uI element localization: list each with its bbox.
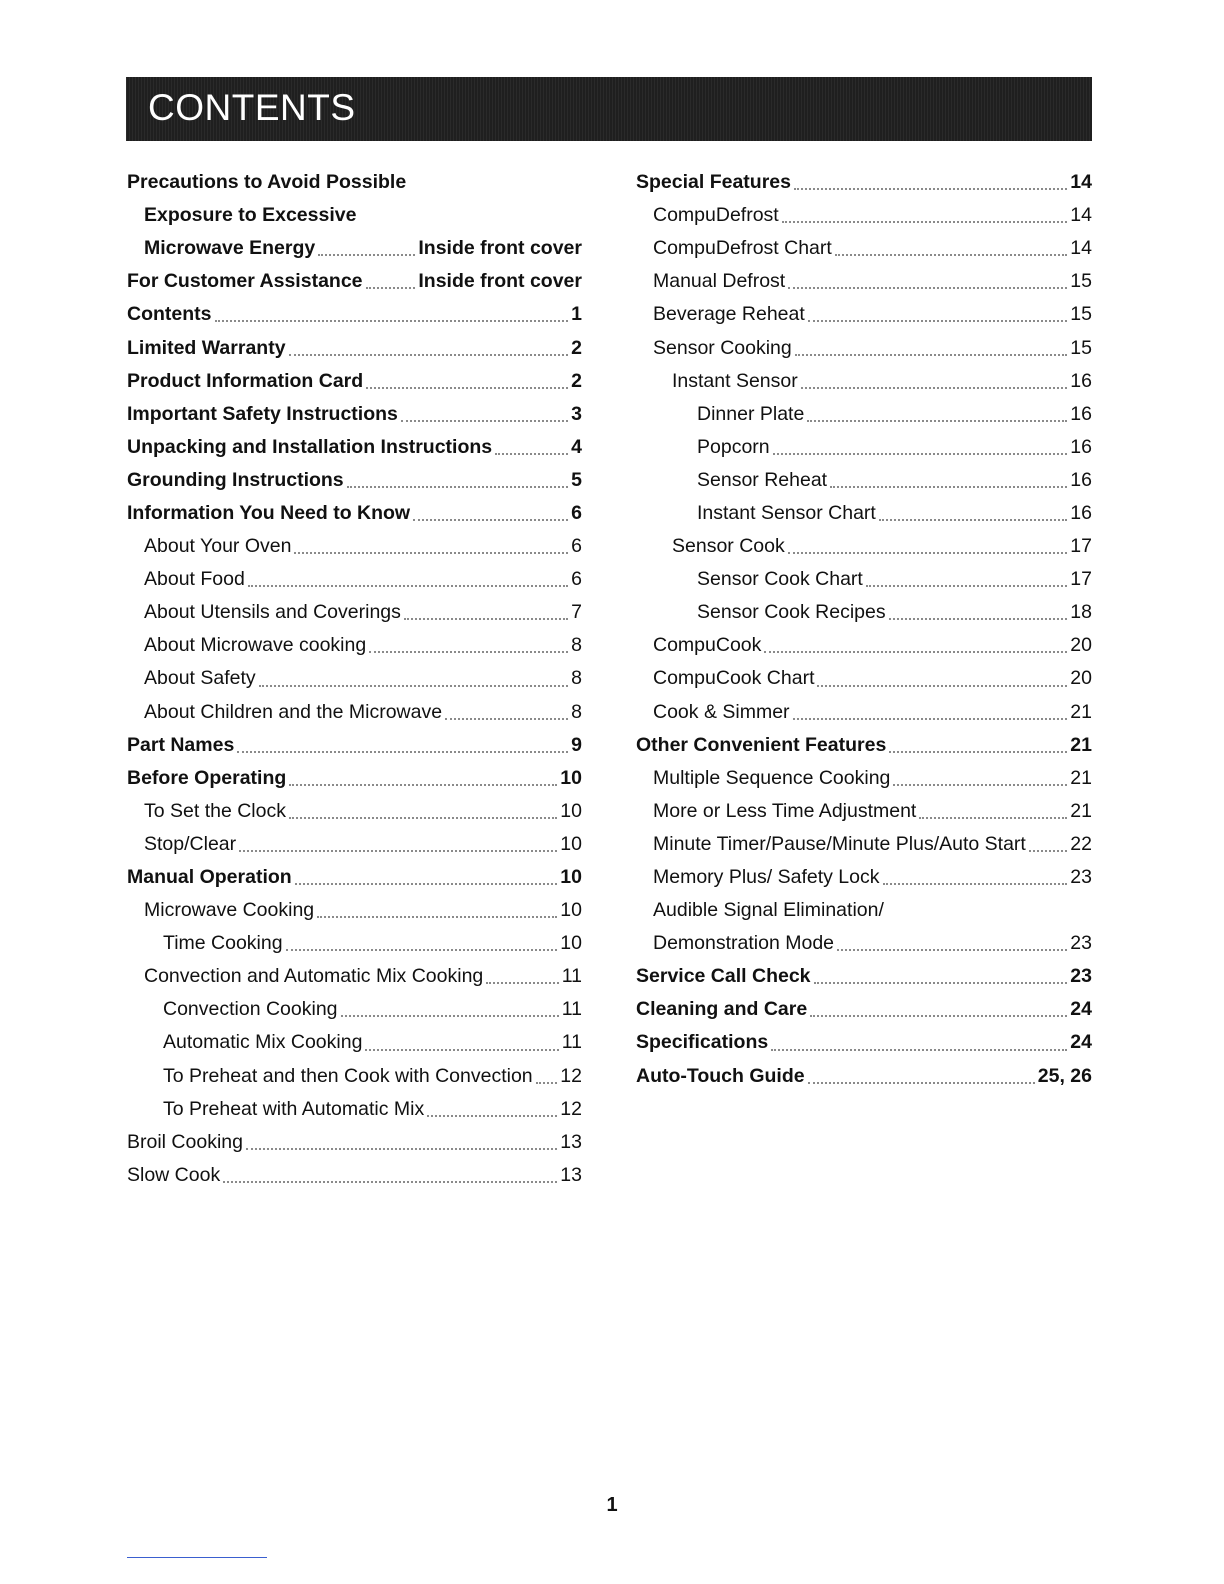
toc-entry-page: 16 <box>1070 468 1092 491</box>
dot-leader <box>893 783 1067 786</box>
dot-leader <box>837 948 1067 951</box>
toc-entry-page: 2 <box>571 336 582 359</box>
toc-entry-page: 10 <box>560 899 582 922</box>
toc-entry-title: About Your Oven <box>144 535 292 558</box>
dot-leader <box>788 551 1068 554</box>
toc-entry-title: Sensor Cook <box>672 535 785 558</box>
toc-entry-page: 20 <box>1070 634 1092 657</box>
dot-leader <box>771 1048 1067 1051</box>
toc-entry-title: Dinner Plate <box>697 402 805 425</box>
toc-entry[interactable] <box>127 1060 582 1093</box>
toc-entry[interactable] <box>127 696 582 729</box>
dot-leader <box>879 518 1067 521</box>
toc-entry-title: For Customer Assistance <box>127 270 363 293</box>
toc-entry[interactable] <box>636 166 1092 199</box>
toc-entry-title: Precautions to Avoid Possible <box>127 171 407 194</box>
toc-entry-page: 6 <box>571 568 582 591</box>
toc-entry-title: Instant Sensor <box>672 369 798 392</box>
toc-entry-page: 14 <box>1070 171 1092 194</box>
toc-entry-page: 21 <box>1070 733 1092 756</box>
dot-leader <box>248 584 568 587</box>
toc-entry[interactable] <box>127 464 582 497</box>
dot-leader <box>866 584 1067 587</box>
toc-entry-title: Broil Cooking <box>127 1130 243 1153</box>
toc-entry-title: Demonstration Mode <box>653 932 835 955</box>
dot-leader <box>246 1147 557 1150</box>
toc-entry-page: 25, 26 <box>1037 1064 1092 1087</box>
dot-leader <box>764 650 1067 653</box>
toc-entry[interactable] <box>127 265 582 298</box>
toc-entry-page: 16 <box>1070 369 1092 392</box>
toc-entry-page: 15 <box>1070 336 1092 359</box>
toc-entry[interactable] <box>636 861 1092 894</box>
toc-entry-page: Inside front cover <box>418 270 582 293</box>
toc-entry[interactable] <box>127 993 582 1026</box>
toc-entry-page: 15 <box>1070 303 1092 326</box>
toc-entry-title: Manual Defrost <box>653 270 786 293</box>
toc-right-column <box>636 166 1092 1093</box>
toc-entry[interactable] <box>636 265 1092 298</box>
toc-entry-page: 21 <box>1070 766 1092 789</box>
dot-leader <box>773 452 1068 455</box>
toc-entry-page: 7 <box>571 601 582 624</box>
toc-entry[interactable] <box>127 828 582 861</box>
toc-entry-title: About Utensils and Coverings <box>144 601 401 624</box>
dot-leader <box>401 419 568 422</box>
toc-entry[interactable] <box>636 431 1092 464</box>
toc-entry-page: 9 <box>571 733 582 756</box>
toc-entry-page: 23 <box>1070 932 1092 955</box>
dot-leader <box>295 882 558 885</box>
toc-entry[interactable] <box>636 199 1092 232</box>
dot-leader <box>782 220 1068 223</box>
toc-entry-page: 24 <box>1070 998 1092 1021</box>
toc-entry-page: 11 <box>561 965 582 988</box>
toc-entry[interactable] <box>636 331 1092 364</box>
toc-entry[interactable] <box>127 927 582 960</box>
toc-entry-title: Automatic Mix Cooking <box>163 1031 363 1054</box>
toc-entry-page: 16 <box>1070 402 1092 425</box>
toc-entry[interactable] <box>636 927 1092 960</box>
toc-entry-page: 23 <box>1070 866 1092 889</box>
dot-leader <box>347 485 568 488</box>
toc-entry[interactable] <box>127 331 582 364</box>
toc-entry-title: Minute Timer/Pause/Minute Plus/Auto Start <box>653 832 1026 855</box>
dot-leader <box>427 1114 557 1117</box>
toc-entry[interactable] <box>636 662 1092 695</box>
toc-entry-title: Audible Signal Elimination/ <box>653 899 884 922</box>
toc-entry-title: About Microwave cooking <box>144 634 367 657</box>
toc-entry-title: To Preheat with Automatic Mix <box>163 1097 425 1120</box>
toc-entry[interactable] <box>636 497 1092 530</box>
toc-entry-title: Part Names <box>127 733 235 756</box>
toc-entry-title: Sensor Cook Recipes <box>697 601 886 624</box>
toc-entry[interactable] <box>636 828 1092 861</box>
toc-entry[interactable] <box>636 894 1092 927</box>
toc-entry[interactable] <box>636 629 1092 662</box>
toc-entry-title: To Set the Clock <box>144 799 286 822</box>
toc-entry-title: Cleaning and Care <box>636 998 808 1021</box>
toc-entry-page: 17 <box>1070 568 1092 591</box>
dot-leader <box>830 485 1067 488</box>
toc-entry-page: 8 <box>571 700 582 723</box>
toc-entry[interactable] <box>127 232 582 265</box>
toc-entry[interactable] <box>127 1093 582 1126</box>
toc-entry[interactable] <box>127 563 582 596</box>
dot-leader <box>801 386 1068 389</box>
toc-entry-page: 2 <box>571 369 582 392</box>
toc-entry-title: To Preheat and then Cook with Convection <box>163 1064 533 1087</box>
toc-entry-title: Memory Plus/ Safety Lock <box>653 866 880 889</box>
toc-entry-page: 22 <box>1070 832 1092 855</box>
toc-entry-page: 23 <box>1070 965 1092 988</box>
toc-entry-title: Convection Cooking <box>163 998 338 1021</box>
toc-entry-page: 10 <box>560 932 582 955</box>
toc-entry[interactable] <box>636 232 1092 265</box>
toc-entry-title: Instant Sensor Chart <box>697 501 876 524</box>
toc-entry-page: 11 <box>561 998 582 1021</box>
toc-entry-title: Specifications <box>636 1031 769 1054</box>
page-number: 1 <box>606 1494 618 1516</box>
toc-entry-title: Sensor Cook Chart <box>697 568 863 591</box>
toc-entry-title: Other Convenient Features <box>636 733 887 756</box>
page-title: CONTENTS <box>148 87 356 128</box>
dot-leader <box>259 684 568 687</box>
toc-entry[interactable] <box>127 398 582 431</box>
toc-entry-title: Time Cooking <box>163 932 283 955</box>
toc-entry[interactable] <box>636 795 1092 828</box>
toc-entry-page: 10 <box>560 866 582 889</box>
toc-entry-title: Cook & Simmer <box>653 700 790 723</box>
dot-leader <box>817 684 1067 687</box>
toc-entry-title: Contents <box>127 303 212 326</box>
toc-entry-page: 8 <box>571 634 582 657</box>
dot-leader <box>495 452 568 455</box>
dot-leader <box>807 419 1067 422</box>
toc-entry-page: 21 <box>1070 700 1092 723</box>
toc-entry-page: 13 <box>560 1130 582 1153</box>
toc-entry-page: 18 <box>1070 601 1092 624</box>
toc-entry[interactable] <box>636 365 1092 398</box>
contents-banner <box>126 77 1092 141</box>
dot-leader <box>919 816 1067 819</box>
dot-leader <box>223 1180 557 1183</box>
dot-leader <box>366 286 416 289</box>
toc-entry-page: 21 <box>1070 799 1092 822</box>
dot-leader <box>788 286 1067 289</box>
toc-entry-page: 1 <box>571 303 582 326</box>
toc-entry[interactable] <box>127 960 582 993</box>
toc-entry-page: 14 <box>1070 204 1092 227</box>
toc-entry-page: 13 <box>560 1163 582 1186</box>
dot-leader <box>1029 849 1067 852</box>
toc-entry-page: 6 <box>571 501 582 524</box>
toc-entry-page: 16 <box>1070 501 1092 524</box>
toc-entry[interactable] <box>127 861 582 894</box>
toc-entry[interactable] <box>636 1060 1092 1093</box>
toc-entry[interactable] <box>127 1026 582 1059</box>
dot-leader <box>404 617 568 620</box>
toc-entry-title: Service Call Check <box>636 965 811 988</box>
toc-entry-title: Convection and Automatic Mix Cooking <box>144 965 484 988</box>
toc-entry[interactable] <box>127 762 582 795</box>
toc-entry[interactable] <box>127 629 582 662</box>
toc-entry[interactable] <box>636 1026 1092 1059</box>
toc-entry-title: Exposure to Excessive <box>144 204 357 227</box>
toc-entry[interactable] <box>127 596 582 629</box>
toc-entry-page: 17 <box>1070 535 1092 558</box>
toc-entry-title: Limited Warranty <box>127 336 286 359</box>
toc-entry[interactable] <box>127 365 582 398</box>
dot-leader <box>795 353 1068 356</box>
toc-entry[interactable] <box>127 497 582 530</box>
toc-entry-page: 11 <box>561 1031 582 1054</box>
toc-entry[interactable] <box>127 1159 582 1192</box>
toc-entry-title: About Children and the Microwave <box>144 700 443 723</box>
toc-entry[interactable] <box>636 960 1092 993</box>
toc-entry-title: Microwave Energy <box>144 237 316 260</box>
dot-leader <box>814 981 1068 984</box>
toc-entry[interactable] <box>636 696 1092 729</box>
toc-entry[interactable] <box>127 199 582 232</box>
toc-entry[interactable] <box>127 530 582 563</box>
toc-entry-title: Stop/Clear <box>144 832 237 855</box>
toc-entry[interactable] <box>127 729 582 762</box>
toc-entry[interactable] <box>636 563 1092 596</box>
toc-entry[interactable] <box>636 729 1092 762</box>
dot-leader <box>486 981 558 984</box>
dot-leader <box>341 1014 559 1017</box>
toc-entry-title: CompuDefrost Chart <box>653 237 832 260</box>
toc-entry[interactable] <box>127 894 582 927</box>
toc-entry[interactable] <box>127 166 582 199</box>
dot-leader <box>294 551 568 554</box>
dot-leader <box>215 319 569 322</box>
toc-entry-page: 16 <box>1070 435 1092 458</box>
toc-entry-page: 15 <box>1070 270 1092 293</box>
toc-entry-page: 10 <box>560 766 582 789</box>
toc-entry-page: Inside front cover <box>418 237 582 260</box>
toc-entry-title: Information You Need to Know <box>127 501 411 524</box>
dot-leader <box>289 783 557 786</box>
toc-entry-page: 8 <box>571 667 582 690</box>
toc-entry-page: 12 <box>560 1097 582 1120</box>
dot-leader <box>793 717 1068 720</box>
toc-entry[interactable] <box>127 431 582 464</box>
toc-entry[interactable] <box>636 398 1092 431</box>
toc-entry-title: Microwave Cooking <box>144 899 315 922</box>
toc-entry-page: 14 <box>1070 237 1092 260</box>
toc-left-column <box>127 166 582 1192</box>
toc-entry-title: Grounding Instructions <box>127 468 344 491</box>
toc-entry[interactable] <box>636 993 1092 1026</box>
toc-entry-title: Manual Operation <box>127 866 292 889</box>
toc-entry-title: CompuCook <box>653 634 762 657</box>
toc-entry-title: CompuDefrost <box>653 204 779 227</box>
toc-entry-page: 24 <box>1070 1031 1092 1054</box>
dot-leader <box>286 948 558 951</box>
toc-entry-title: About Food <box>144 568 245 591</box>
dot-leader <box>318 253 415 256</box>
toc-entry-page: 6 <box>571 535 582 558</box>
toc-entry[interactable] <box>636 596 1092 629</box>
toc-entry-page: 12 <box>560 1064 582 1087</box>
dot-leader <box>810 1014 1067 1017</box>
toc-entry-title: Sensor Reheat <box>697 468 828 491</box>
dot-leader <box>536 1081 558 1084</box>
toc-entry-title: Unpacking and Installation Instructions <box>127 435 493 458</box>
dot-leader <box>889 750 1067 753</box>
dot-leader <box>808 1081 1035 1084</box>
dot-leader <box>289 816 557 819</box>
toc-entry-title: About Safety <box>144 667 256 690</box>
toc-entry[interactable] <box>127 662 582 695</box>
toc-entry-title: Beverage Reheat <box>653 303 805 326</box>
dot-leader <box>883 882 1068 885</box>
toc-entry-page: 20 <box>1070 667 1092 690</box>
toc-entry-page: 10 <box>560 832 582 855</box>
toc-entry-title: Auto-Touch Guide <box>636 1064 805 1087</box>
toc-entry-page: 3 <box>571 402 582 425</box>
toc-entry[interactable] <box>127 298 582 331</box>
toc-entry[interactable] <box>636 530 1092 563</box>
dot-leader <box>317 915 557 918</box>
toc-entry-page: 10 <box>560 799 582 822</box>
dot-leader <box>237 750 568 753</box>
toc-entry-title: Special Features <box>636 171 791 194</box>
toc-entry-title: Multiple Sequence Cooking <box>653 766 891 789</box>
toc-entry-title: Slow Cook <box>127 1163 221 1186</box>
dot-leader <box>794 187 1067 190</box>
dot-leader <box>369 650 568 653</box>
dot-leader <box>889 617 1068 620</box>
dot-leader <box>239 849 557 852</box>
toc-entry[interactable] <box>127 795 582 828</box>
toc-entry-title: CompuCook Chart <box>653 667 815 690</box>
toc-entry[interactable] <box>636 298 1092 331</box>
dot-leader <box>365 1048 558 1051</box>
dot-leader <box>366 386 568 389</box>
toc-entry-title: Before Operating <box>127 766 287 789</box>
toc-entry[interactable] <box>127 1126 582 1159</box>
toc-entry[interactable] <box>636 762 1092 795</box>
dot-leader <box>808 319 1068 322</box>
toc-entry-title: More or Less Time Adjustment <box>653 799 917 822</box>
dot-leader <box>445 717 568 720</box>
toc-entry-title: Sensor Cooking <box>653 336 792 359</box>
toc-entry-page: 5 <box>571 468 582 491</box>
toc-entry-page: 4 <box>571 435 582 458</box>
dot-leader <box>289 353 569 356</box>
toc-entry-title: Product Information Card <box>127 369 364 392</box>
footer-rule <box>127 1557 267 1558</box>
toc-entry-title: Important Safety Instructions <box>127 402 398 425</box>
toc-entry-title: Popcorn <box>697 435 770 458</box>
dot-leader <box>413 518 568 521</box>
dot-leader <box>835 253 1067 256</box>
toc-entry[interactable] <box>636 464 1092 497</box>
